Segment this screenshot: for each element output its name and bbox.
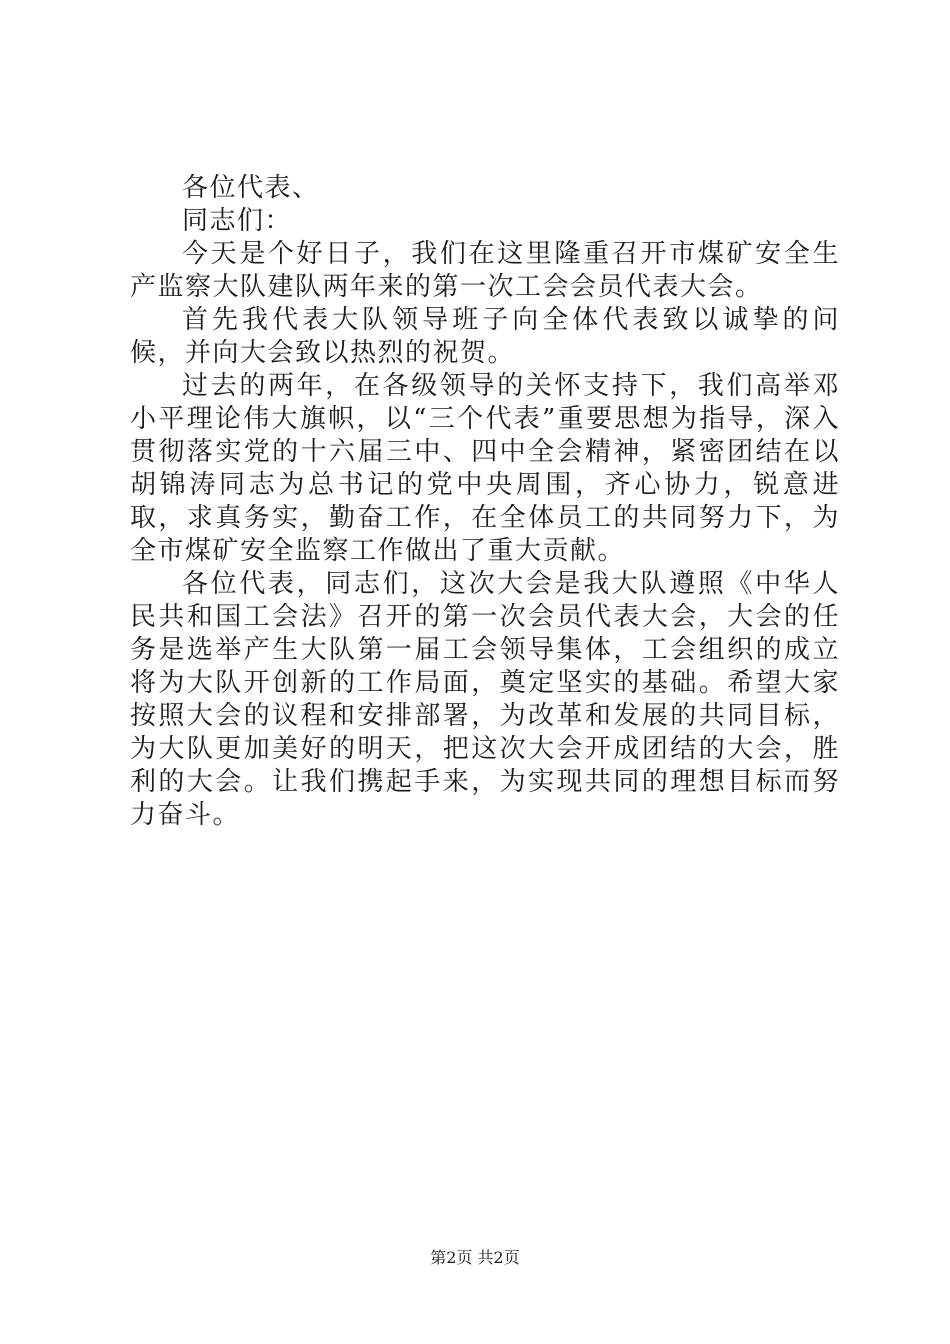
paragraph-closing: 各位代表，同志们，这次大会是我大队遵照《中华人民共和国工会法》召开的第一次会员代表大会，大会的任务是选举产生大队第一届工会领导集体，工会组织的成立将为大队开创新的工作局面，奠定坚实的基础。希望大家按照大会的议程和安排部署，为改革和发展的共同目标，为大队更加美好的明天，把这次大会开成团结的大会，胜利的大会。让我们携起手来，为实现共同的理想目标而努力奋斗。 xyxy=(130,569,840,830)
page-footer: 第2页 共2页 xyxy=(430,1248,520,1267)
document-body xyxy=(130,172,840,832)
paragraph-review: 过去的两年，在各级领导的关怀支持下，我们高举邓小平理论伟大旗帜，以“三个代表”重要思想为指导，深入贯彻落实党的十六届三中、四中全会精神，紧密团结在以胡锦涛同志为总书记的党中央周围，齐心协力，锐意进取，求真务实，勤奋工作，在全体员工的共同努力下，为全市煤矿安全监察工作做出了重大贡献。 xyxy=(130,371,840,566)
paragraph-opening: 今天是个好日子，我们在这里隆重召开市煤矿安全生产监察大队建队两年来的第一次工会会员代表大会。 xyxy=(130,239,840,302)
salutation-line-1: 各位代表、 xyxy=(182,173,320,203)
paragraph-greeting: 首先我代表大队领导班子向全体代表致以诚挚的问候，并向大会致以热烈的祝贺。 xyxy=(130,305,840,368)
salutation-line-2: 同志们： xyxy=(182,206,293,236)
